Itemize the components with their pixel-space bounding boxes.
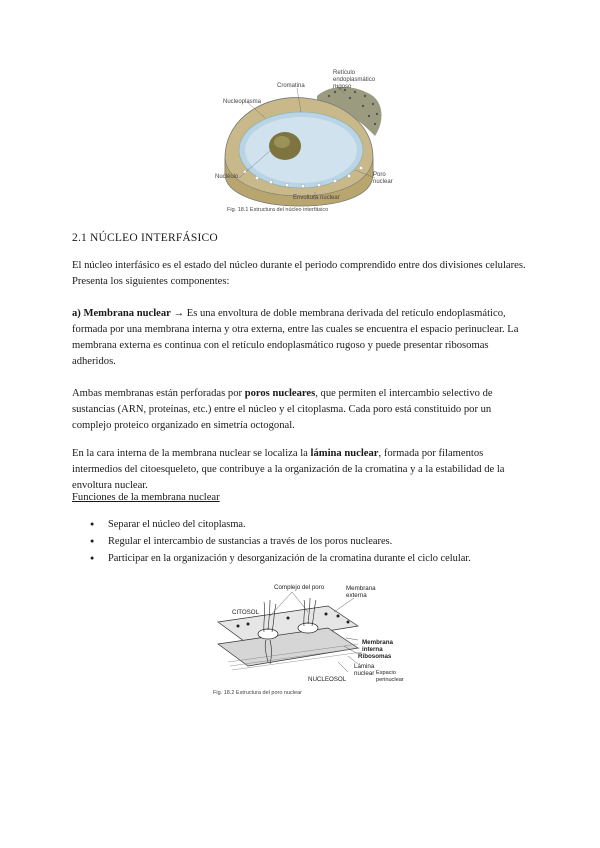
functions-heading: Funciones de la membrana nuclear <box>72 492 220 503</box>
label-espacio: Espacio perinuclear <box>376 670 404 683</box>
membrane-paragraph <box>72 306 528 370</box>
membrane-text: Es una envoltura de doble membrana derivada del retículo endoplasmático, formada por una membrana interna y otra externa, entre las cuales se encuentra el espacio perinuclear. La membrana externa es continua con el retículo endoplasmático rugoso y puede presentar ribosomas adheridos. <box>72 308 519 367</box>
label-complejo: Complejo del poro <box>274 584 325 591</box>
pores-paragraph <box>72 386 528 434</box>
figure-nucleus <box>205 66 395 216</box>
lamina-text-before: En la cara interna de la membrana nuclear se localiza la <box>72 448 311 459</box>
membrane-arrow: → <box>173 308 185 319</box>
lamina-term: lámina nuclear <box>310 448 379 459</box>
list-item: ● Separar el núcleo del citoplasma. <box>72 516 532 533</box>
label-cromatina: Cromatina <box>277 83 305 89</box>
pores-term: poros nucleares <box>244 388 316 399</box>
figure1-caption: Fig. 18.1 Estructura del núcleo interfásico <box>227 207 329 213</box>
label-nucleosol: NUCLEOSOL <box>308 676 347 683</box>
figure2-caption: Fig. 18.2 Estructura del poro nuclear <box>213 690 302 696</box>
label-poro: Poro nuclear <box>373 172 393 185</box>
label-membrana-externa: Membrana externa <box>346 585 376 599</box>
label-nucleoplasma: Nucleoplasma <box>223 99 262 105</box>
label-lamina: Lámina nuclear <box>354 663 375 677</box>
label-membrana-interna: Membrana interna <box>362 639 393 653</box>
pores-text-after: , que permiten el intercambio selectivo de sustancias (ARN, proteínas, etc.) entre el núcleo y el citoplasma. Cada poro está constituido por un complejo proteico organizado en simetría octogonal. <box>72 388 493 431</box>
lamina-paragraph <box>72 446 528 494</box>
label-nucleolo: Nucléolo <box>215 174 239 180</box>
label-citosol: CITOSOL <box>232 609 260 616</box>
label-reticulo: Retículo endoplasmático rugoso <box>333 70 376 90</box>
lamina-text-after: , formada por filamentos intermedios del citoesqueleto, que contribuye a la organización de la cromatina y a la estabilidad de la envoltura nuclear. <box>72 448 505 491</box>
membrane-label: a) Membrana nuclear <box>72 308 171 319</box>
label-ribosomas: Ribosomas <box>358 653 392 660</box>
functions-list <box>72 516 532 567</box>
list-item: ● Participar en la organización y desorganización de la cromatina durante el ciclo celular. <box>72 550 532 567</box>
label-envoltura: Envoltura nuclear <box>293 195 340 201</box>
intro-paragraph: El núcleo interfásico es el estado del núcleo durante el periodo comprendido entre dos divisiones celulares. Presenta los siguientes componentes: <box>72 260 526 287</box>
pores-text-before: Ambas membranas están perforadas por <box>72 388 245 399</box>
section-heading: 2.1 NÚCLEO INTERFÁSICO <box>72 232 218 244</box>
figure-nuclear-pore <box>208 582 404 686</box>
list-item: ● Regular el intercambio de sustancias a través de los poros nucleares. <box>72 533 532 550</box>
